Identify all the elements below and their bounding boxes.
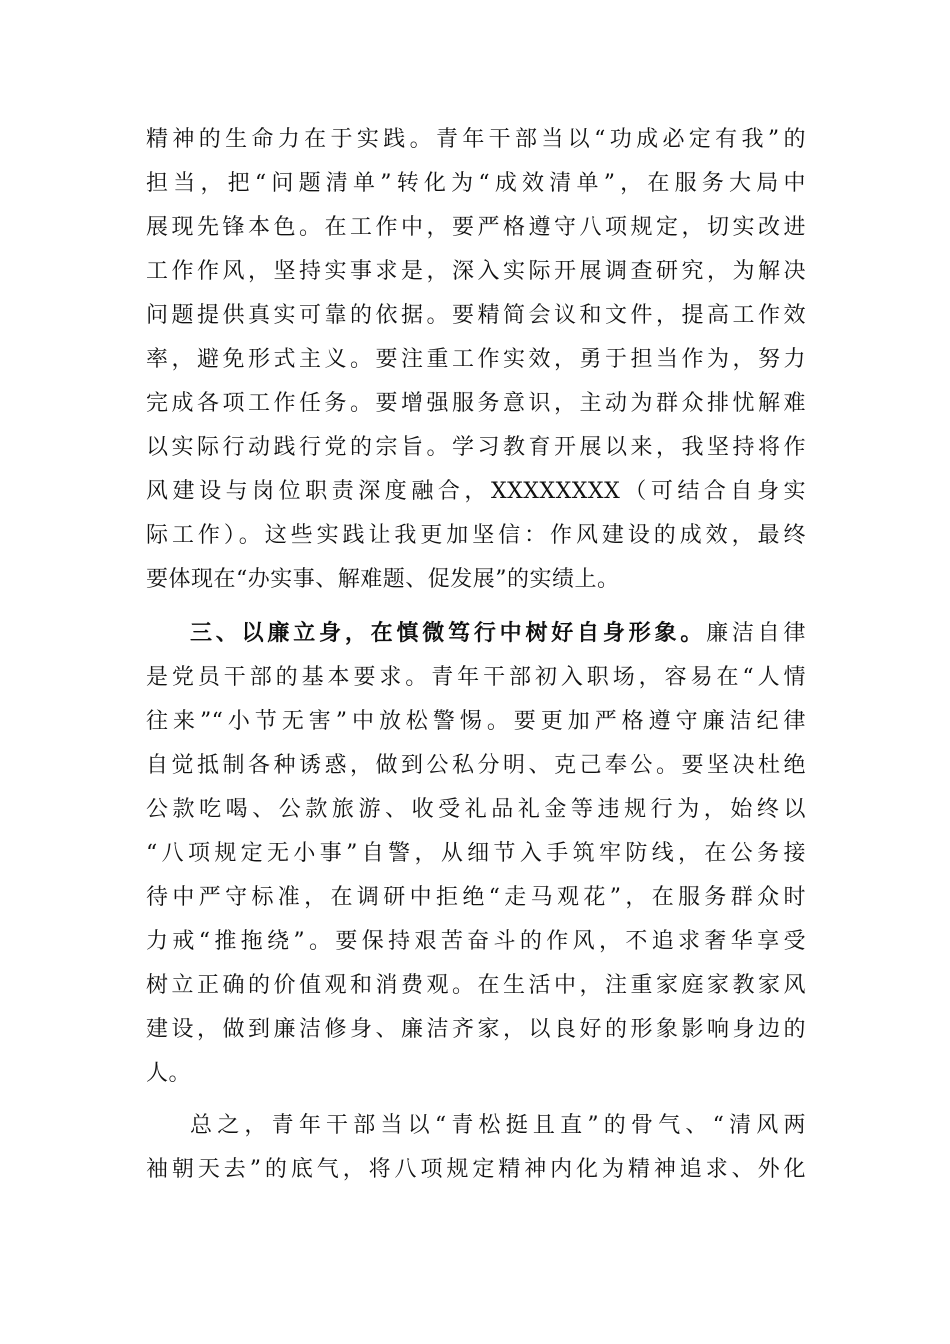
text-line: 展现先锋本色。在工作中，要严格遵守八项规定，切实改进 bbox=[146, 215, 806, 240]
section-3-first-line bbox=[190, 614, 806, 654]
text-line: 建设，做到廉洁修身、廉洁齐家，以良好的形象影响身边的 bbox=[146, 1017, 806, 1042]
text-line: 公款吃喝、公款旅游、收受礼品礼金等违规行为，始终以 bbox=[146, 797, 806, 822]
text-line: “八项规定无小事”自警，从细节入手筑牢防线，在公务接 bbox=[146, 841, 806, 866]
text-line: 要体现在“办实事、解难题、促发展”的实绩上。 bbox=[146, 567, 620, 592]
text-line: 精神的生命力在于实践。青年干部当以“功成必定有我”的 bbox=[146, 127, 806, 152]
text-line: 自觉抵制各种诱惑，做到公私分明、克己奉公。要坚决杜绝 bbox=[146, 753, 806, 778]
text-line: 工作作风，坚持实事求是，深入实际开展调查研究，为解决 bbox=[146, 259, 806, 284]
text-line: 力戒“推拖绕”。要保持艰苦奋斗的作风，不追求奢华享受 bbox=[146, 929, 806, 954]
section-3-heading: 三、以廉立身，在慎微笃行中树好自身形象。 bbox=[190, 621, 707, 646]
text-line: 待中严守标准，在调研中拒绝“走马观花”，在服务群众时 bbox=[146, 885, 806, 910]
conclusion-line: 袖朝天去”的底气，将八项规定精神内化为精神追求、外化 bbox=[146, 1157, 806, 1182]
text-line: 人。 bbox=[146, 1061, 192, 1086]
text-line: 树立正确的价值观和消费观。在生活中，注重家庭家教家风 bbox=[146, 973, 806, 998]
text-line: 率，避免形式主义。要注重工作实效，勇于担当作为，努力 bbox=[146, 347, 806, 372]
text-line: 风建设与岗位职责深度融合，XXXXXXXX（可结合自身实 bbox=[146, 479, 806, 504]
text-line: 完成各项工作任务。要增强服务意识，主动为群众排忧解难 bbox=[146, 391, 806, 416]
text-line: 问题提供真实可靠的依据。要精简会议和文件，提高工作效 bbox=[146, 303, 806, 328]
conclusion-line: 总之，青年干部当以“青松挺且直”的骨气、“清风两 bbox=[190, 1113, 806, 1138]
section-3-first-text: 廉洁自律 bbox=[706, 621, 806, 646]
text-line: 是党员干部的基本要求。青年干部初入职场，容易在“人情 bbox=[146, 665, 806, 690]
text-line: 往来”“小节无害”中放松警惕。要更加严格遵守廉洁纪律 bbox=[146, 709, 806, 734]
text-line: 担当，把“问题清单”转化为“成效清单”，在服务大局中 bbox=[146, 171, 806, 196]
text-line: 际工作）。这些实践让我更加坚信：作风建设的成效，最终 bbox=[146, 523, 806, 548]
text-line: 以实际行动践行党的宗旨。学习教育开展以来，我坚持将作 bbox=[146, 435, 806, 460]
